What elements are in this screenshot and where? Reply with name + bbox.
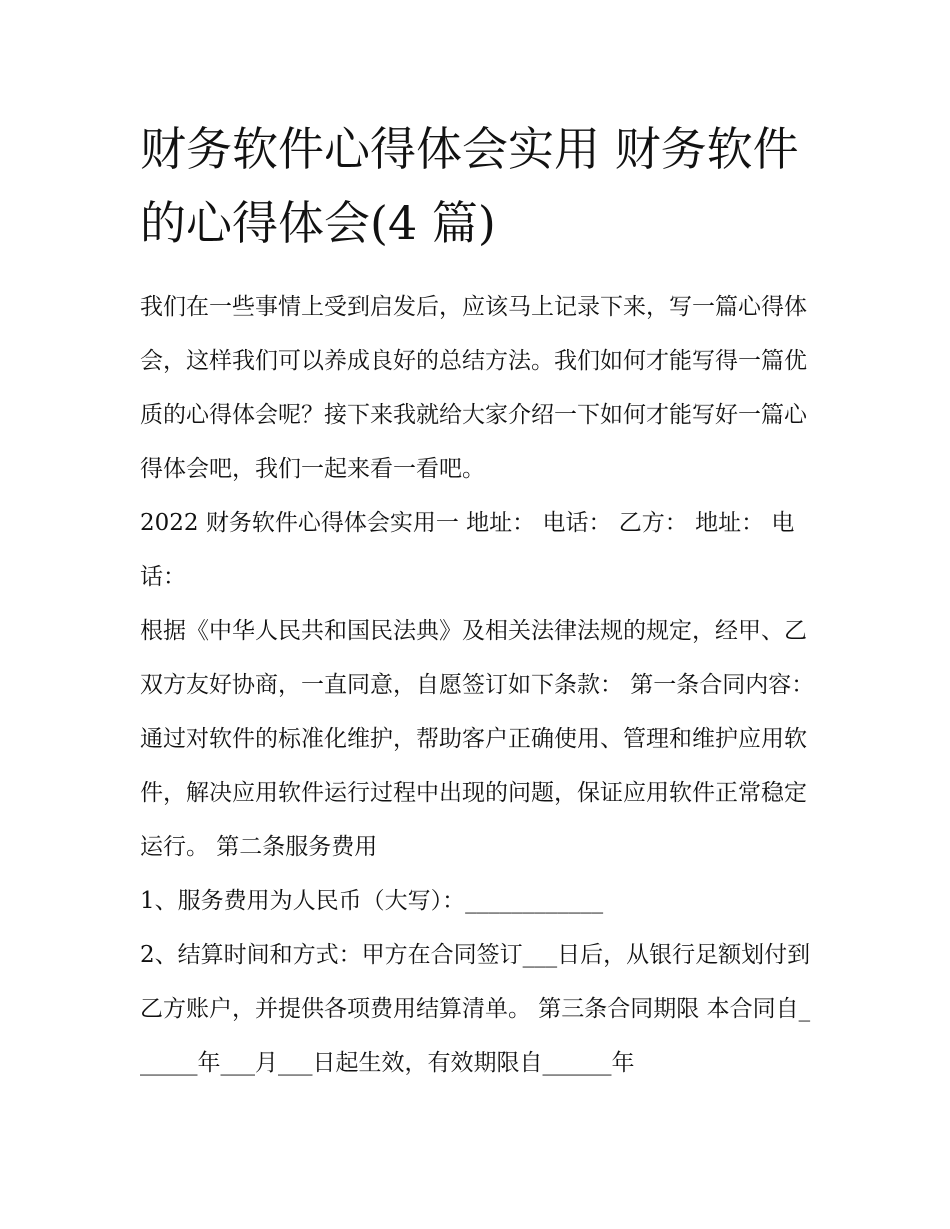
intro-paragraph: 我们在一些事情上受到启发后，应该马上记录下来，写一篇心得体会，这样我们可以养成良好的总结方法。我们如何才能写得一篇优质的心得体会呢？接下来我就给大家介绍一下如何才能写好一篇心得体会吧，我们一起来看一看吧。 xyxy=(140,294,807,482)
contract-basis-paragraph: 根据《中华人民共和国民法典》及相关法律法规的规定，经甲、乙双方友好协商，一直同意，自愿签订如下条款： 第一条合同内容： xyxy=(140,618,815,698)
contract-content-paragraph: 通过对软件的标准化维护，帮助客户正确使用、管理和维护应用软件，解决应用软件运行过程中出现的问题，保证应用软件正常稳定运行。 第二条服务费用 xyxy=(140,726,807,860)
document-page xyxy=(140,112,820,1090)
service-fee-paragraph: 1、服务费用为人民币（大写）：____________ xyxy=(140,888,604,914)
contract-header-paragraph: 2022 财务软件心得体会实用一 地址： 电话： 乙方： 地址： 电话： xyxy=(140,510,795,590)
document-title: 财务软件心得体会实用 财务软件的心得体会(4 篇) xyxy=(140,122,799,250)
settlement-paragraph: 2、结算时间和方式：甲方在合同签订___日后，从银行足额划付到乙方账户，并提供各项费用结算清单。 第三条合同期限 本合同自______年___月___日起生效，有效期限自______年 xyxy=(140,942,811,1076)
